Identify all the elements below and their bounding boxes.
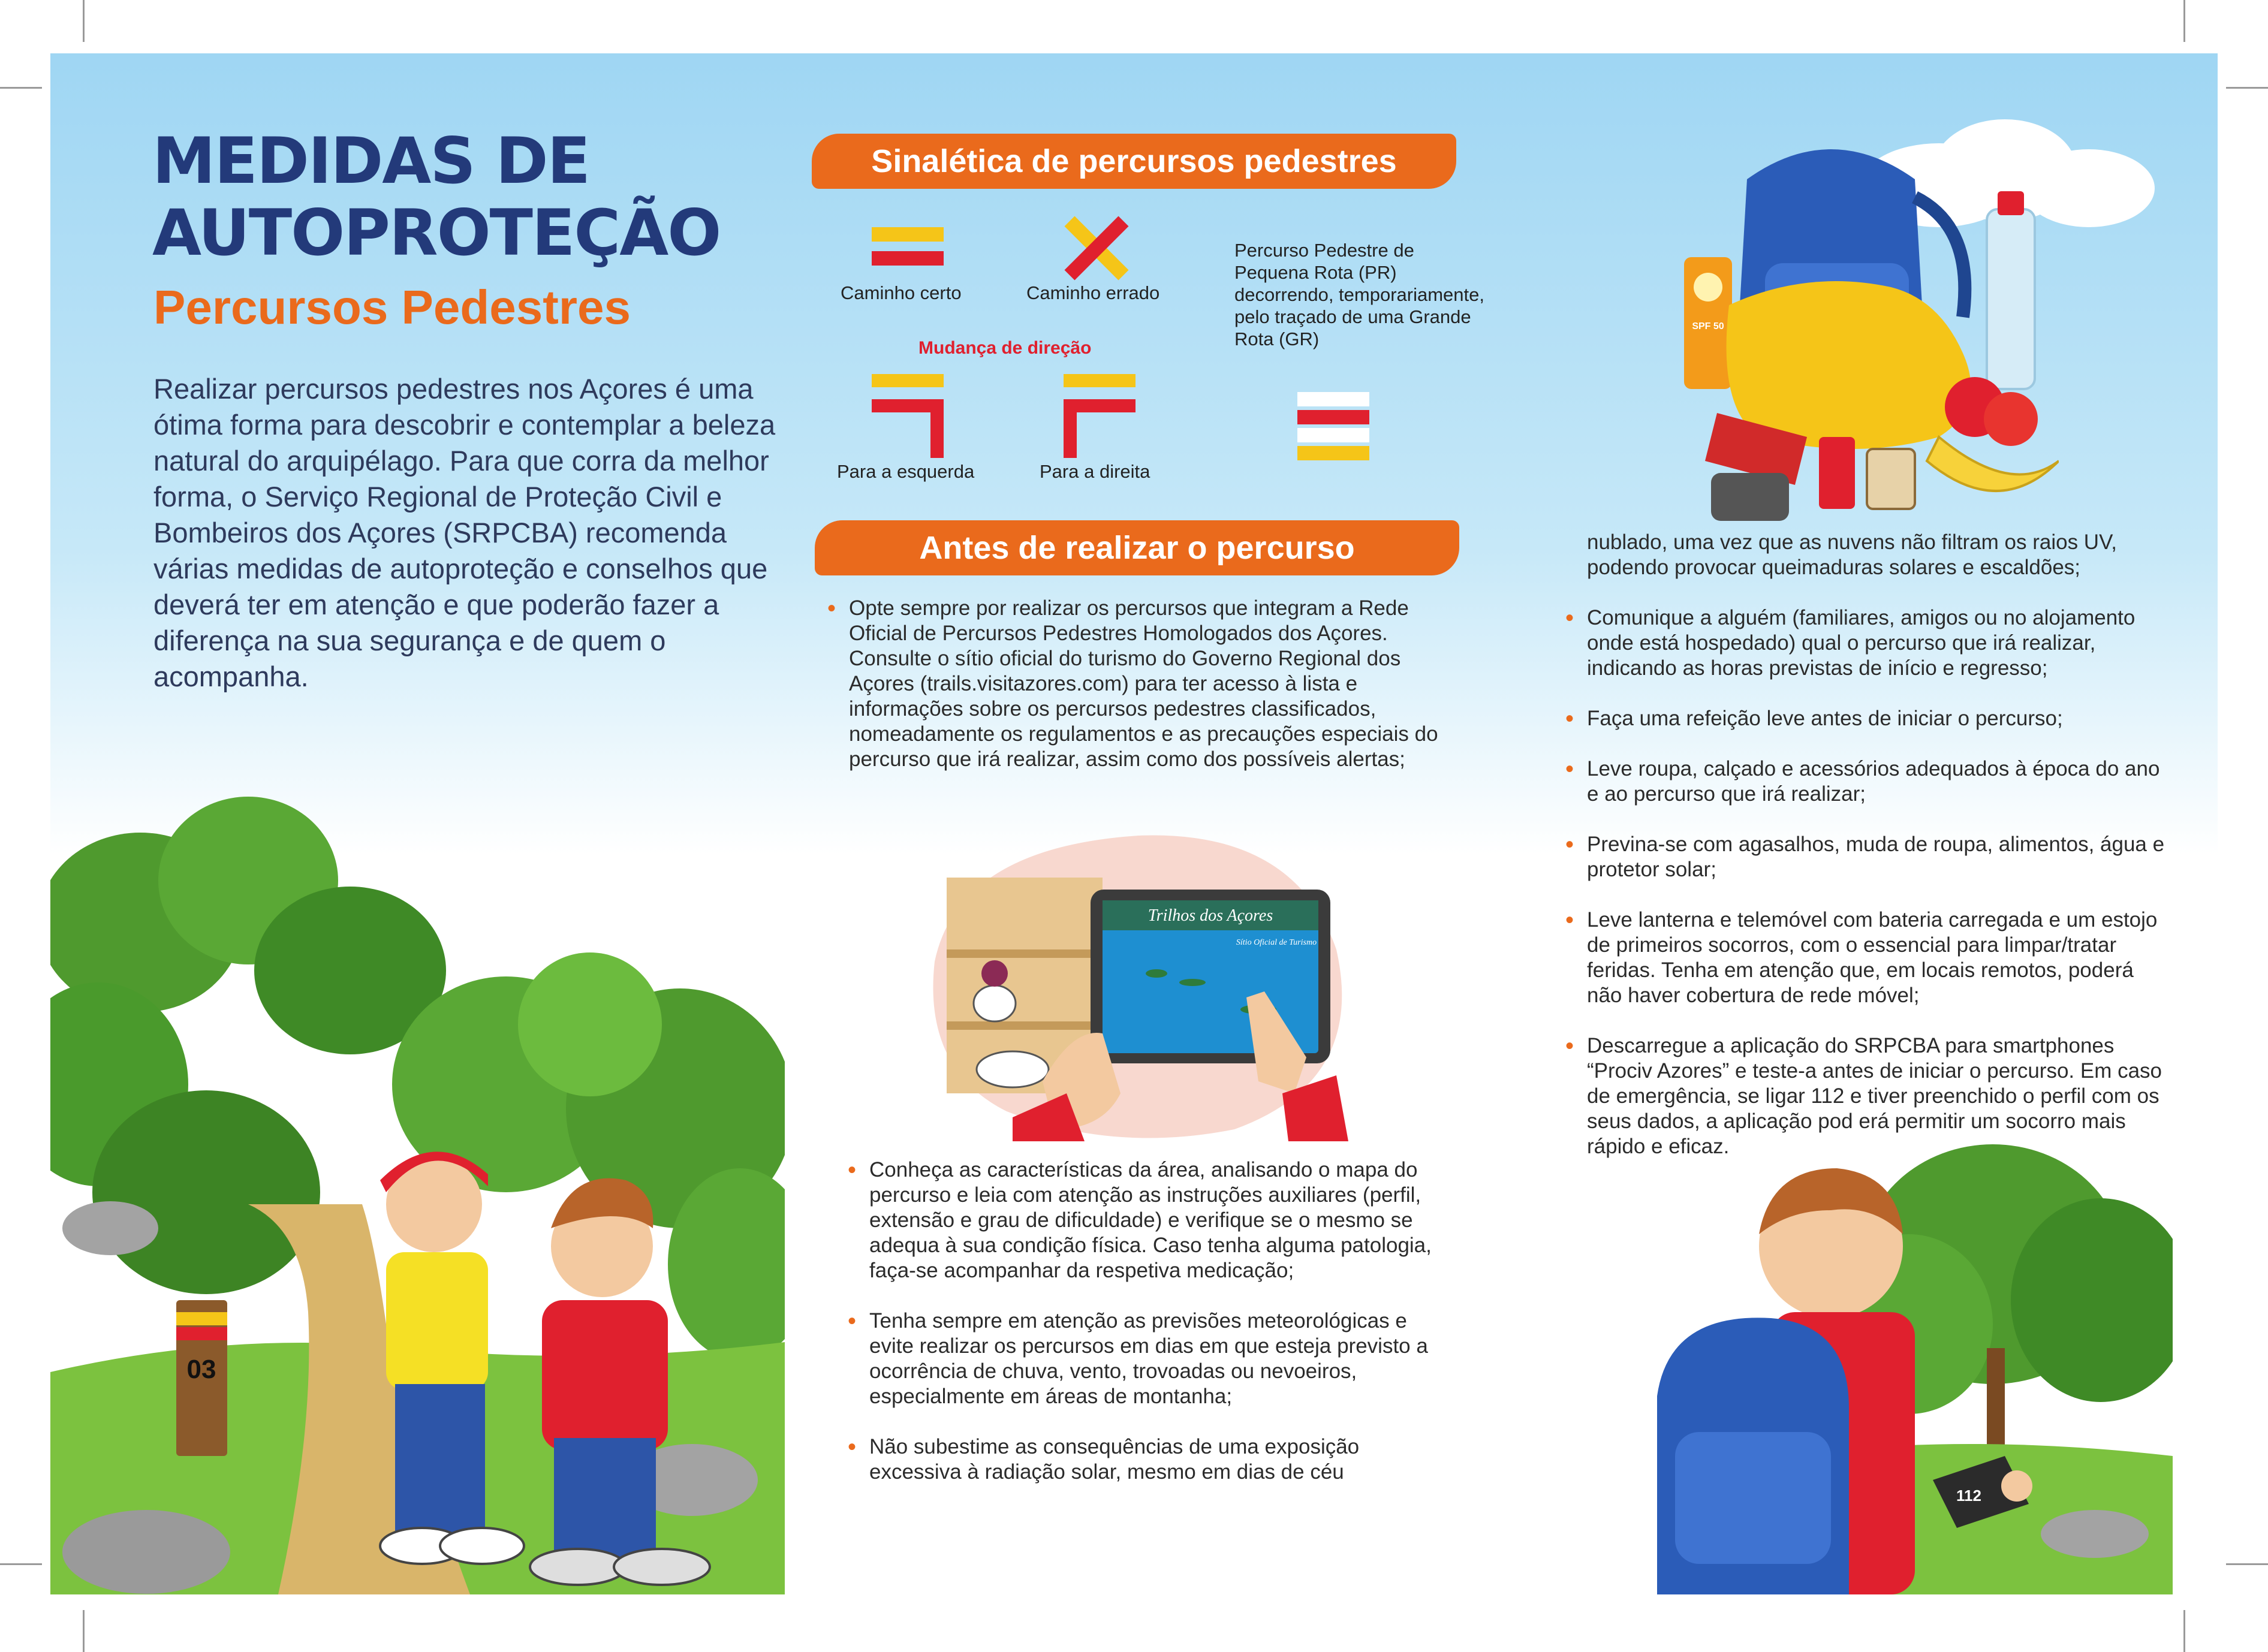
before-list-right — [1565, 530, 2165, 1184]
wrong-path-sign — [1064, 215, 1130, 281]
brochure-page — [50, 53, 2218, 1594]
before-list-top — [827, 596, 1439, 797]
list-item: • Comunique a alguém (familiares, amigos ou no alojamento onde está hospedado) qual o percurso que irá realizar, indicando as horas previstas de início e regresso; — [1565, 605, 2136, 680]
list-item: • Opte sempre por realizar os percursos que integram a Rede Oficial de Percursos Pedestres Homologados dos Açores. Consulte o sítio oficial do turismo do Governo Regional dos Açores (trails.visitazores.com) para ter acesso à lista e informações sobre os percursos pedestres classificados, nomeadamente os regulamentos e as precauções especiais do percurso que irá realizar, assim como dos possíveis alertas; — [827, 595, 1438, 771]
list-item: • Faça uma refeição leve antes de iniciar o percurso; — [1565, 706, 2063, 732]
before-heading: Antes de realizar o percurso — [815, 520, 1459, 575]
bullet-icon: • — [1565, 907, 1574, 933]
crop-mark — [83, 1610, 85, 1652]
list-item: • Previna-se com agasalhos, muda de roupa, alimentos, água e protetor solar; — [1565, 831, 2165, 881]
bullet-icon: • — [827, 595, 836, 622]
bullet-icon: • — [1565, 706, 1574, 732]
tablet-brand-text: Trilhos dos Açores — [1147, 906, 1273, 925]
intro-paragraph: Realizar percursos pedestres nos Açores é uma ótima forma para descobrir e contemplar a beleza natural do arquipélago. Para que corra da melhor forma, o Serviço Regional de Proteção Civil e Bombeiros dos Açores (SRPCBA) recomenda várias medidas de autoproteção e conselhos que deverá ter em atenção e que poderão fazer a diferença na sua segurança e de quem o acompanha. — [153, 373, 776, 692]
correct-path-sign — [872, 227, 944, 269]
before-list-middle — [848, 1157, 1447, 1510]
correct-path-label: Caminho certo — [841, 282, 962, 303]
page-subtitle: Percursos Pedestres — [153, 281, 631, 334]
list-item: • Descarregue a aplicação do SRPCBA para smartphones “Prociv Azores” e teste-a antes de iniciar o percurso. Em caso de emergência, se ligar 112 e tiver preenchido o perfil com os seus dados, a aplicação pod erá permitir um socorro mais rápido e eficaz. — [1565, 1033, 2162, 1158]
list-item: • Leve lanterna e telemóvel com bateria carregada e um estojo de primeiros socorros, com o essencial para limpar/tratar feridas. Tenha em atenção que, em locais remotos, poderá não haver cobertura de rede móvel; — [1565, 907, 2158, 1007]
turn-right-label: Para a direita — [1040, 461, 1150, 482]
bullet-icon: • — [848, 1434, 857, 1460]
tablet-sub-text: Sítio Oficial de Turismo — [1236, 938, 1317, 947]
phone-number-text: 112 — [1956, 1487, 1981, 1505]
page-title — [152, 125, 720, 269]
direction-change-label: Mudança de direção — [918, 338, 1092, 358]
tablet-illustration — [923, 830, 1354, 1141]
crop-mark — [2183, 0, 2185, 42]
list-item: • Tenha sempre em atenção as previsões meteorológicas e evite realizar os percursos em dias em que esteja previsto a ocorrência de chuva, vento, trovoadas ou nevoeiros, especialmente em áreas de montanha; — [848, 1308, 1428, 1408]
title-line-2: AUTOPROTEÇÃO — [152, 196, 721, 270]
crop-mark — [83, 0, 85, 42]
list-item-continued: nublado, uma vez que as nuvens não filtram os raios UV, podendo provocar queimaduras solares e escaldões; — [1587, 530, 2117, 579]
list-item: • Leve roupa, calçado e acessórios adequados à época do ano e ao percurso que irá realizar; — [1565, 756, 2160, 806]
hiker-phone-illustration — [1633, 1144, 2173, 1594]
spf-label: SPF 50 — [1692, 321, 1724, 331]
crop-mark — [0, 87, 42, 89]
crop-mark — [2226, 1563, 2268, 1565]
bullet-icon: • — [848, 1157, 857, 1183]
backpack-gear-illustration — [1627, 125, 2059, 545]
turn-left-label: Para a esquerda — [837, 461, 975, 482]
bullet-icon: • — [848, 1308, 857, 1334]
crop-mark — [2226, 87, 2268, 89]
bullet-icon: • — [1565, 756, 1574, 782]
list-item: • Conheça as características da área, analisando o mapa do percurso e leia com atenção as instruções auxiliares (perfil, extensão e grau de dificuldade) e verifique se o mesmo se adequa à sua condição física. Caso tenha alguma patologia, faça-se acompanhar da respetiva medicação; — [848, 1157, 1432, 1282]
bullet-icon: • — [1565, 1033, 1574, 1059]
gr-route-note: Percurso Pedestre de Pequena Rota (PR) decorrendo, temporariamente, pelo traçado de uma Grande Rota (GR) — [1234, 240, 1485, 349]
gr-route-sign — [1297, 392, 1369, 461]
wrong-path-label: Caminho errado — [1026, 282, 1160, 303]
turn-left-sign — [872, 374, 944, 458]
list-item: • Não subestime as consequências de uma exposição excessiva à radiação solar, mesmo em dias de céu — [848, 1434, 1360, 1484]
crop-mark — [0, 1563, 42, 1565]
title-line-1: MEDIDAS DE — [152, 124, 589, 198]
crop-mark — [2183, 1610, 2185, 1652]
bullet-icon: • — [1565, 605, 1574, 631]
trail-marker-number: 03 — [186, 1355, 216, 1384]
turn-right-sign — [1064, 374, 1135, 458]
hikers-illustration — [50, 773, 785, 1594]
signage-heading: Sinalética de percursos pedestres — [812, 134, 1456, 189]
bullet-icon: • — [1565, 831, 1574, 858]
